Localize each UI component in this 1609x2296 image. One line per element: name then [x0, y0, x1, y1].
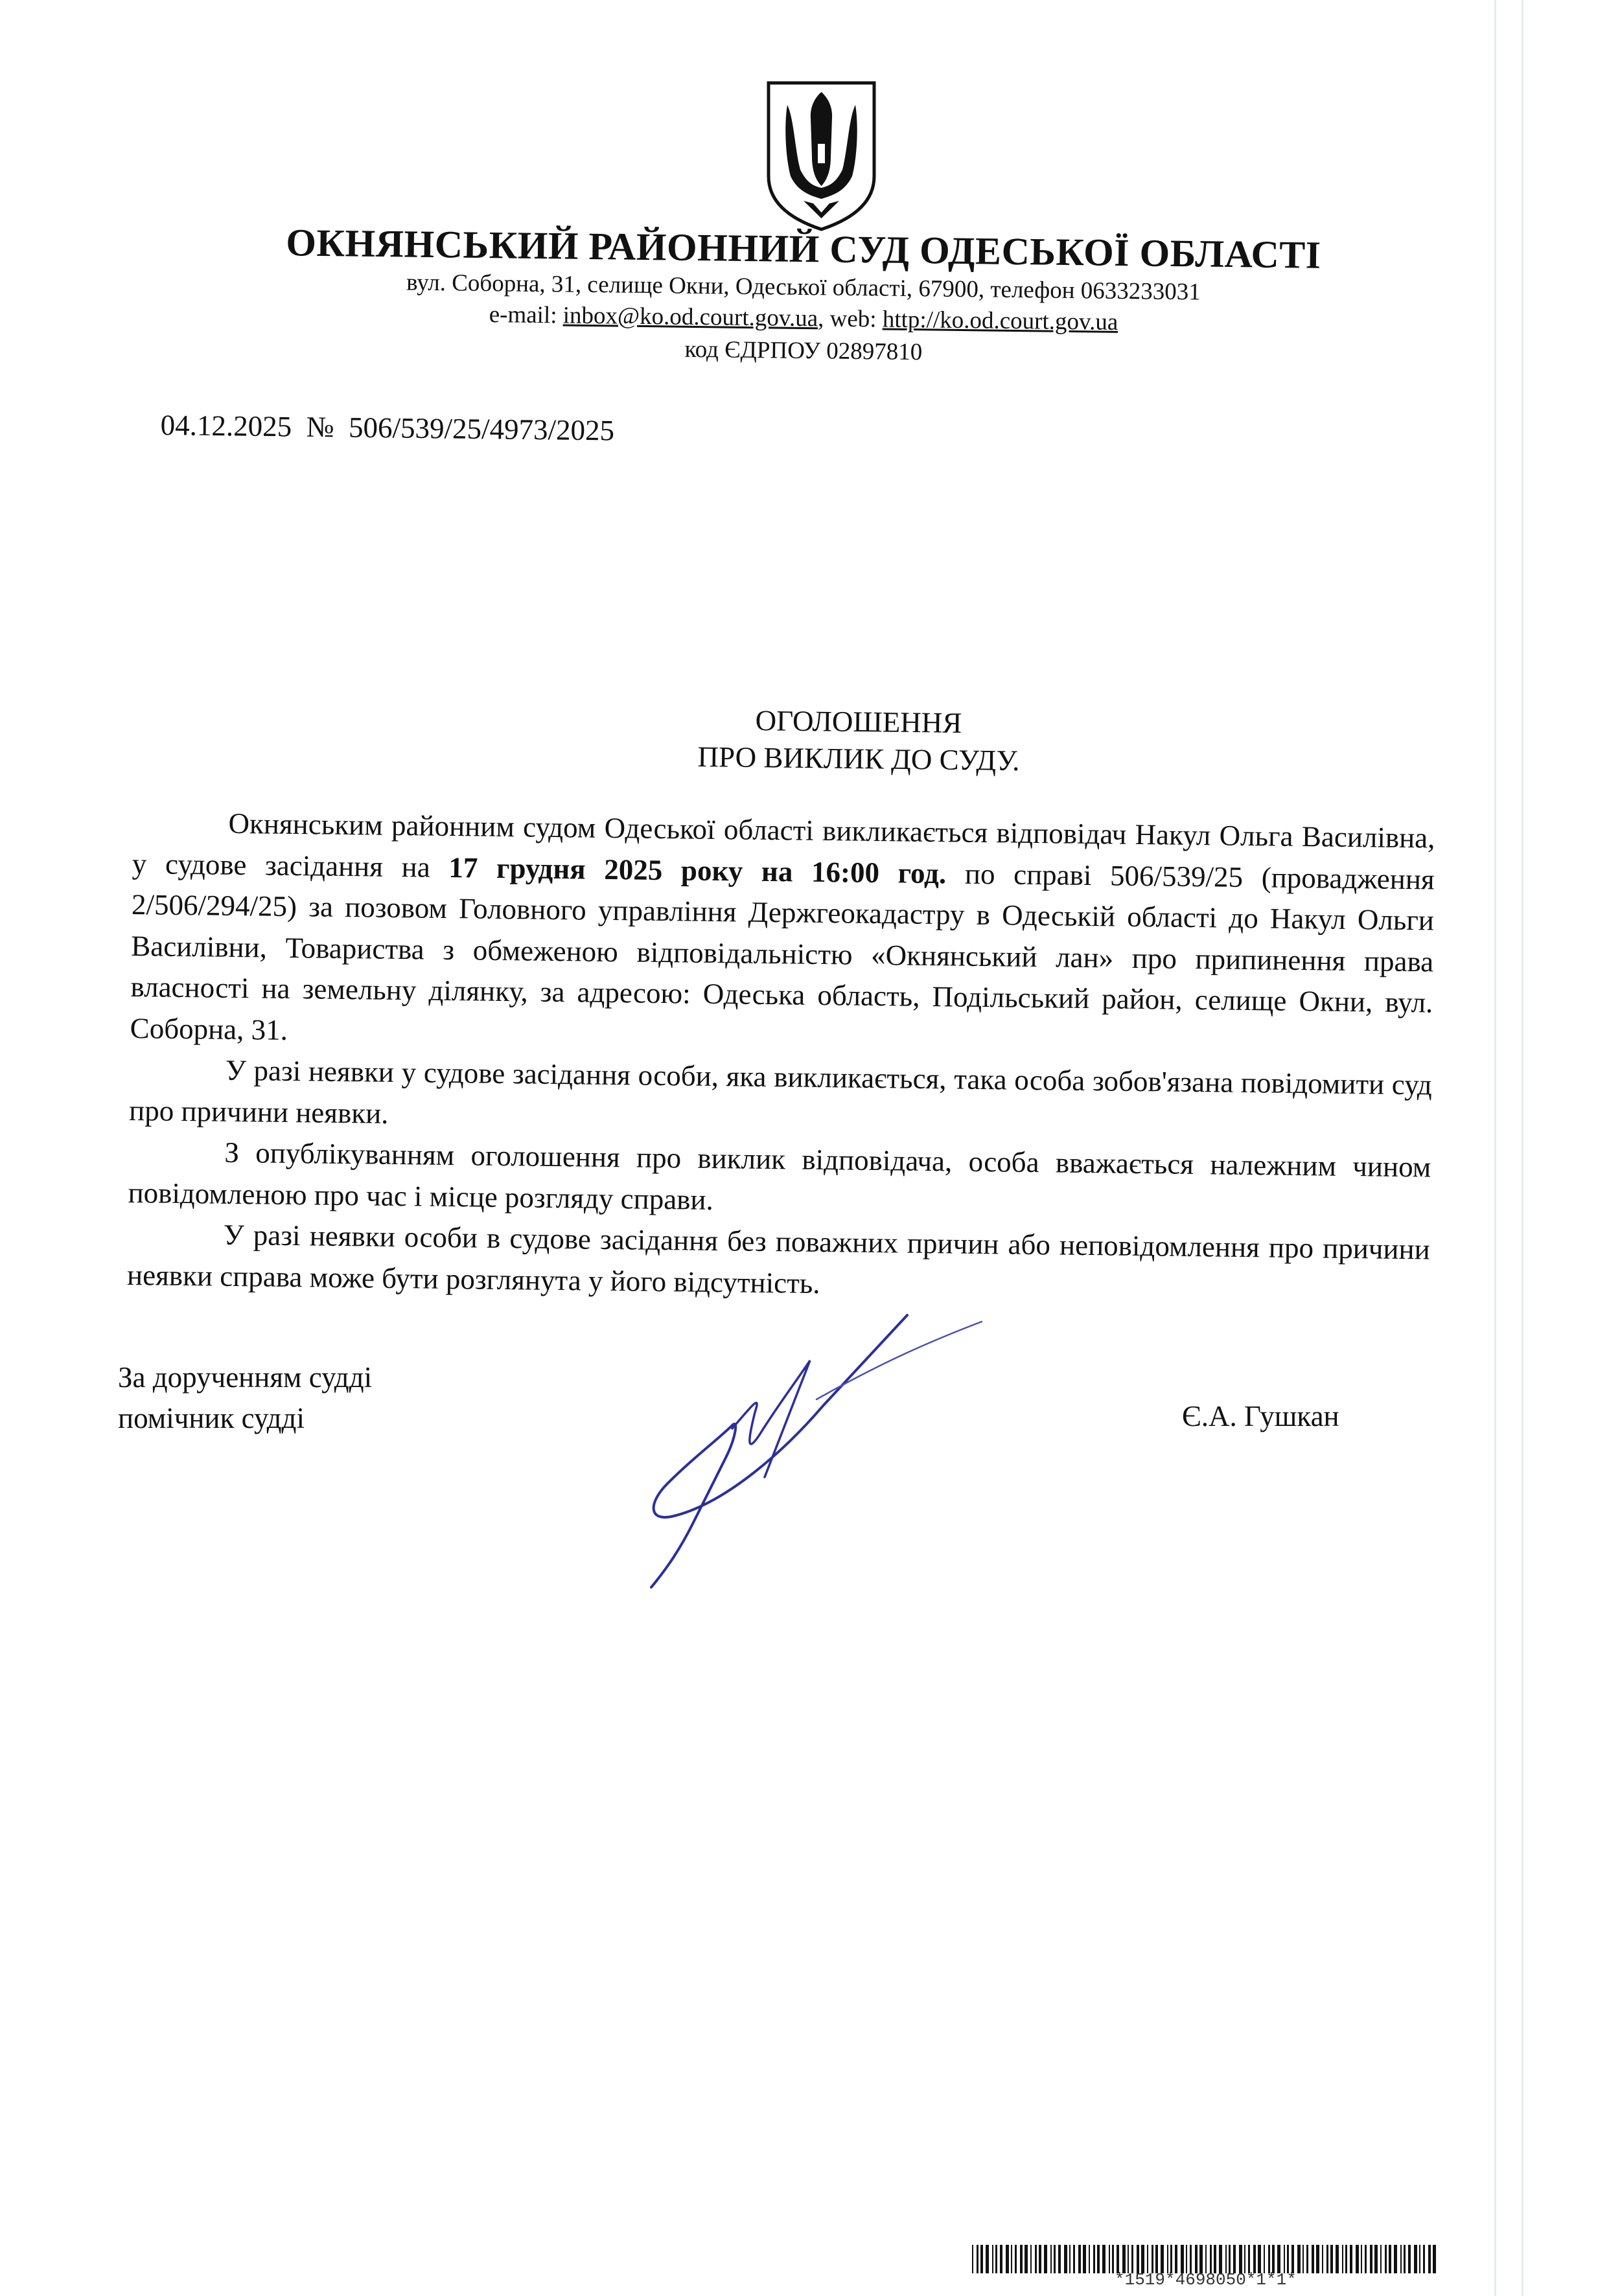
barcode-bar [1058, 2245, 1061, 2273]
court-edrpou: код ЄДРПОУ 02897810 [684, 336, 923, 366]
barcode-bar [1268, 2245, 1270, 2273]
barcode-bar [1015, 2245, 1017, 2273]
signatory-line-2: помічник судді [118, 1402, 305, 1434]
barcode-bar [1374, 2245, 1378, 2273]
barcode-bar [1258, 2245, 1261, 2273]
barcode-bar [1089, 2245, 1090, 2273]
barcode-bar [1054, 2245, 1056, 2273]
barcode-bar [1365, 2245, 1367, 2273]
email-label: e-mail: [489, 301, 564, 329]
barcode-bar [1210, 2245, 1212, 2273]
barcode-bar [1141, 2245, 1144, 2273]
barcode-bar [1297, 2245, 1301, 2273]
barcode-bar [1345, 2245, 1347, 2273]
barcode-bar [1248, 2245, 1250, 2273]
barcode-bar [1155, 2245, 1158, 2273]
barcode-bar [992, 2245, 993, 2273]
barcode-bar [1011, 2245, 1012, 2273]
barcode-bar [1102, 2245, 1105, 2273]
barcode-bar [1205, 2245, 1207, 2273]
barcode-bar [1312, 2245, 1314, 2273]
barcode-bar [1408, 2245, 1411, 2273]
barcode-bar [1137, 2245, 1139, 2273]
barcode-bar [1024, 2245, 1028, 2273]
barcode-bar [1175, 2245, 1177, 2273]
scan-edge-line [1494, 0, 1496, 2296]
barcode-bar [1109, 2245, 1110, 2273]
notice-body [127, 802, 1435, 1311]
barcode-bar [1147, 2245, 1148, 2273]
web-label: , web: [817, 305, 883, 333]
email-link[interactable]: inbox@ko.od.court.gov.ua [562, 302, 818, 332]
court-address: вул. Соборна, 31, селище Окни, Одеської області, 67900, телефон 0633233031 [406, 269, 1201, 306]
barcode-bar [1400, 2245, 1402, 2273]
barcode-bar [1117, 2245, 1119, 2273]
paragraph-nonappearance: У разі неявки у судове засідання особи, яка викликається, така особа зобов'язана повідомити суд про причини неявки. [128, 1053, 1433, 1130]
hearing-date: 17 грудня 2025 року на 16:00 год. [448, 851, 947, 890]
barcode-bar [1199, 2245, 1203, 2273]
barcode-bar [1356, 2245, 1359, 2273]
barcode-bar [1064, 2245, 1067, 2273]
barcode-bar [1414, 2245, 1417, 2273]
barcode-bar [1330, 2245, 1333, 2273]
barcode-bar [986, 2245, 989, 2273]
barcode-bar [1428, 2245, 1431, 2273]
barcode-bar [1350, 2245, 1352, 2273]
barcode-bar [1078, 2245, 1081, 2273]
barcode-bar [1020, 2245, 1023, 2273]
barcode-text: *1519*4698050*1*1* [1115, 2270, 1297, 2290]
barcode-bar [1342, 2245, 1343, 2273]
barcode-bar [977, 2245, 978, 2273]
paragraph-text: Окнянським районним судом Одеської області викликається відповідач Накул Ольга Василівна, у судове засідання на [132, 807, 1435, 884]
barcode-bar [1030, 2245, 1032, 2273]
document-number: 506/539/25/4973/2025 [348, 411, 615, 447]
barcode-bar [1284, 2245, 1285, 2273]
barcode-bar [1404, 2245, 1406, 2273]
scan-edge-line [1522, 0, 1523, 2296]
barcode-bar [1039, 2245, 1041, 2273]
barcode-bar [1050, 2245, 1052, 2273]
paragraph-consequences: У разі неявки особи в судове засідання без поважних причин або неповідомлення про причини неявки справа може бути розглянута у його відсутність. [126, 1218, 1431, 1300]
barcode-bar [1380, 2245, 1382, 2273]
barcode-bar [1097, 2245, 1100, 2273]
barcode-bar [1394, 2245, 1397, 2273]
barcode-bar [1370, 2245, 1372, 2273]
web-link[interactable]: http://ko.od.court.gov.ua [882, 306, 1118, 336]
barcode-bar [1000, 2245, 1002, 2273]
barcode-bar [1044, 2245, 1047, 2273]
paragraph-summons [130, 802, 1435, 1065]
barcode-bar [1433, 2245, 1436, 2273]
signatory-name: Є.А. Гушкан [1182, 1400, 1339, 1432]
barcode-bar [1181, 2245, 1184, 2273]
barcode-bar [1302, 2245, 1304, 2273]
handwritten-signature-icon [622, 1309, 985, 1600]
barcode-bar [1006, 2245, 1009, 2273]
barcode-bar [1073, 2245, 1075, 2273]
paragraph-publication: З опублікуванням оголошення про виклик відповідача, особа вважається належним чином повідомленою про час і місце розгляду справи. [128, 1136, 1431, 1216]
paragraph-text: по справі 506/539/25 (провадження 2/506/294/25) за позовом Головного управління Держгеокадастру в Одеській області до Накул Ольги Василівни, Товариства з обмеженою відповідальністю «Окнянський лан» про припинення права власності на земельну ділянку, за адресою: Одеська область, Подільський район, селище Окни, вул. Соборна, 31. [130, 856, 1435, 1046]
barcode-bar [1322, 2245, 1323, 2273]
barcode-bar [1093, 2245, 1095, 2273]
barcode-bar [1161, 2245, 1164, 2273]
barcode-bar [1190, 2245, 1192, 2273]
signatory-line-1: За дорученням судді [118, 1361, 373, 1394]
barcode-bar [1035, 2245, 1037, 2273]
barcode-bar [1152, 2245, 1153, 2273]
barcode-bar [1361, 2245, 1362, 2273]
barcode-bar [1167, 2245, 1168, 2273]
barcode-bar [1423, 2245, 1425, 2273]
barcode-bar [1122, 2245, 1126, 2273]
barcode-bar [1195, 2245, 1198, 2273]
notice-title: ОГОЛОШЕННЯ [755, 704, 962, 739]
barcode-bar [1128, 2245, 1129, 2273]
barcode-bar [1069, 2245, 1071, 2273]
barcode-bar [1253, 2245, 1256, 2273]
barcode-bar [1112, 2245, 1114, 2273]
barcode-bar [1326, 2245, 1328, 2273]
barcode-bar [1287, 2245, 1289, 2273]
coat-of-arms-icon [765, 79, 878, 233]
number-sign: № [306, 410, 334, 444]
barcode-bar [1186, 2245, 1187, 2273]
barcode-bar [1316, 2245, 1319, 2273]
barcode-bar [1272, 2245, 1275, 2273]
barcode-bar [1291, 2245, 1294, 2273]
signatory-block [118, 1357, 372, 1439]
barcode-bar [1244, 2245, 1245, 2273]
barcode-bar [1233, 2245, 1236, 2273]
barcode-bar [1225, 2245, 1227, 2273]
document-reference [160, 408, 614, 448]
barcode-bar [1170, 2245, 1172, 2273]
document-date: 04.12.2025 [160, 408, 292, 443]
barcode-bar [1264, 2245, 1265, 2273]
barcode-bar [1083, 2245, 1086, 2273]
barcode-bar [1385, 2245, 1387, 2273]
barcode-bar [1389, 2245, 1391, 2273]
notice-subtitle: ПРО ВИКЛИК ДО СУДУ. [697, 740, 1020, 777]
barcode-bar [1419, 2245, 1420, 2273]
barcode-bar [972, 2245, 973, 2273]
barcode-bar [1219, 2245, 1222, 2273]
court-name: ОКНЯНСЬКИЙ РАЙОННИЙ СУД ОДЕСЬКОЇ ОБЛАСТІ [285, 221, 1322, 277]
barcode-bar [980, 2245, 983, 2273]
barcode-bar [1131, 2245, 1133, 2273]
barcode-bar [1229, 2245, 1231, 2273]
barcode-bar [995, 2245, 997, 2273]
barcode-bar [1214, 2245, 1216, 2273]
barcode-bar [1239, 2245, 1242, 2273]
barcode-bar [1336, 2245, 1339, 2273]
barcode-icon [972, 2245, 1439, 2273]
barcode-bar [1277, 2245, 1280, 2273]
barcode-bar [1306, 2245, 1308, 2273]
